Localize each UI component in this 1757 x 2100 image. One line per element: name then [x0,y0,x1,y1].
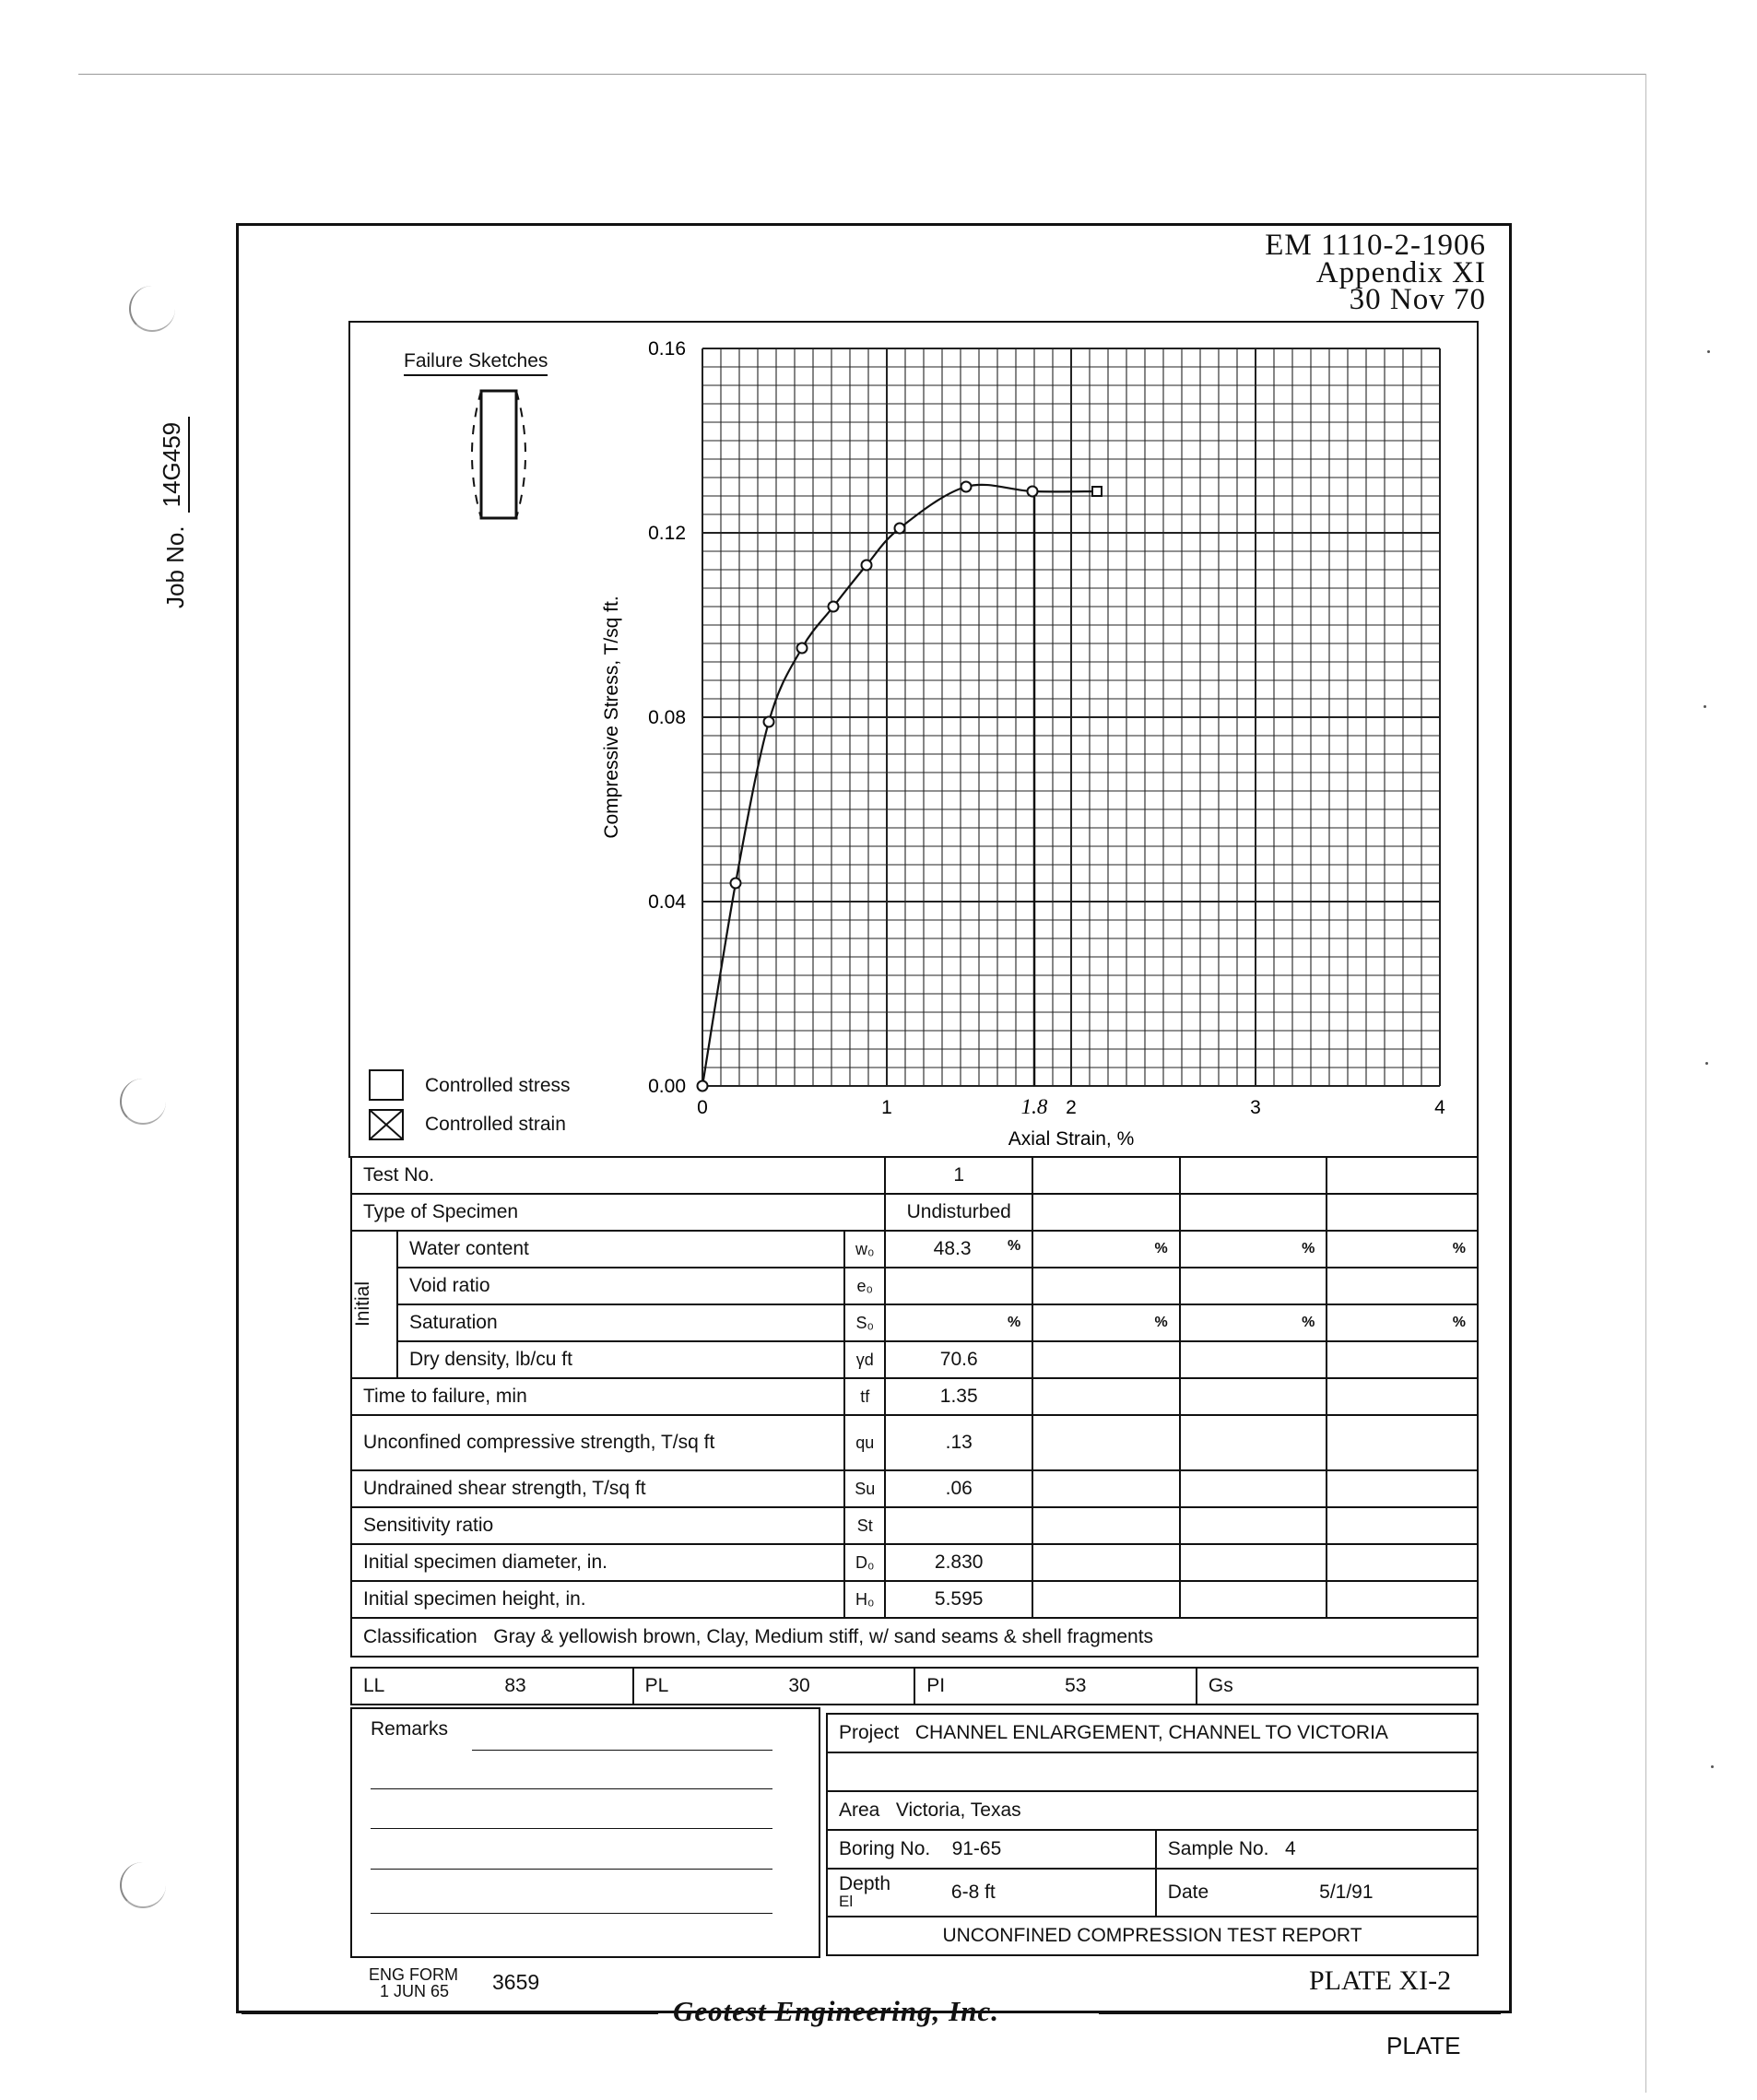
el-label: El [839,1892,854,1910]
row-saturation [351,1304,1478,1341]
y-tick-label: 0.16 [648,338,686,360]
row-label: Dry density, lb/cu ft [397,1341,844,1378]
row-void-ratio [351,1268,1478,1304]
time-to-failure-value: 1.35 [885,1378,1032,1415]
eng-form-date: 1 JUN 65 [380,1982,450,2000]
row-test-no [351,1157,1478,1194]
row-label: Initial specimen height, in. [351,1581,844,1618]
data-point [1028,487,1038,497]
row-symbol: qu [844,1415,885,1470]
initial-group [351,1231,397,1378]
type-label: Type of Specimen [351,1194,885,1231]
row-water-content [351,1231,1478,1268]
job-number-label: Job No. [161,525,189,608]
job-number-value: 14G459 [158,417,190,513]
y-tick-label: 0.04 [648,891,686,913]
failure-strain-annotation: 1.8 [1020,1095,1048,1118]
sensitivity-value [885,1507,1032,1544]
boring-label: Boring No. [839,1838,931,1859]
binder-hole-bottom [120,1862,166,1908]
gs-label: Gs [1208,1675,1233,1696]
x-tick-label: 3 [1250,1097,1261,1118]
initial-label: Initial [352,1281,373,1327]
remarks-line [371,1788,772,1789]
percent-mark: % [1154,1315,1168,1330]
controlled-strain-label: Controlled strain [425,1114,566,1135]
doc-appendix: Appendix XI [1315,256,1486,289]
data-point [797,643,808,654]
project-blank-row [827,1752,1478,1791]
plate-label: PLATE [1386,2032,1461,2059]
area-label: Area [839,1799,880,1821]
row-label: Time to failure, min [351,1378,844,1415]
row-type [351,1194,1478,1231]
ll-value: 83 [504,1675,526,1696]
row-symbol: tf [844,1378,885,1415]
row-symbol: Su [844,1470,885,1507]
controlled-strain-checkbox-checked [369,1109,404,1140]
row-label: Saturation [397,1304,844,1341]
pi-value: 53 [1065,1675,1087,1696]
row-sensitivity [351,1507,1478,1544]
classification-label: Classification [363,1626,478,1647]
test-no-cell [1180,1157,1327,1194]
data-point [731,879,741,889]
date-value: 5/1/91 [1319,1882,1374,1903]
percent-mark: % [1302,1241,1315,1256]
data-point [764,717,774,727]
x-axis-label: Axial Strain, % [1008,1128,1135,1150]
ll-label: LL [363,1675,385,1696]
void-ratio-value [885,1268,1032,1304]
row-symbol: St [844,1507,885,1544]
row-diameter [351,1544,1478,1581]
row-label: Unconfined compressive strength, T/sq ft [351,1415,844,1470]
controlled-stress-label: Controlled stress [425,1075,571,1096]
undrained-shear-value: .06 [885,1470,1032,1507]
failure-sketch [461,385,535,524]
company-rule-left [242,2012,658,2014]
x-tick-label: 0 [697,1097,708,1118]
eng-form-number: 3659 [492,1970,540,1994]
row-symbol: S₀ [844,1304,885,1341]
project-value: CHANNEL ENLARGEMENT, CHANNEL TO VICTORIA [914,1722,1388,1743]
scan-speck [1704,705,1706,708]
row-symbol: γd [844,1341,885,1378]
test-no-cell: 1 [885,1157,1032,1194]
classification-cell [351,1618,1478,1657]
row-time-to-failure [351,1378,1478,1415]
type-cell [1180,1194,1327,1231]
company-rule-right [1099,2012,1501,2014]
dry-density-value: 70.6 [885,1341,1032,1378]
company-name: Geotest Engineering, Inc. [673,1995,999,2027]
row-classification [351,1618,1478,1657]
row-label: Initial specimen diameter, in. [351,1544,844,1581]
pl-value: 30 [788,1675,810,1696]
height-value: 5.595 [885,1581,1032,1618]
row-label: Water content [397,1231,844,1268]
data-point [829,602,839,612]
percent-mark: % [1452,1241,1466,1256]
row-label: Void ratio [397,1268,844,1304]
percent-mark: % [1007,1315,1021,1330]
sample-value: 4 [1285,1838,1296,1859]
remarks-box [350,1707,820,1958]
project-table [826,1713,1479,1956]
unconfined-strength-value: .13 [885,1415,1032,1470]
remarks-line [371,1913,772,1914]
row-symbol: D₀ [844,1544,885,1581]
scan-speck [1705,1062,1708,1065]
row-unconfined-strength [351,1415,1478,1470]
type-cell [1327,1194,1478,1231]
scan-speck [1707,350,1710,353]
x-tick-label: 1 [881,1097,892,1118]
plate-number: PLATE XI-2 [1309,1965,1452,1996]
test-no-cell [1032,1157,1180,1194]
x-tick-label: 2 [1066,1097,1077,1118]
data-point [1092,487,1102,496]
remarks-line [371,1869,772,1870]
percent-mark: % [1154,1241,1168,1256]
type-cell [1032,1194,1180,1231]
data-point [961,482,972,492]
row-symbol: w₀ [844,1231,885,1268]
boring-value: 91-65 [951,1838,1002,1859]
y-tick-label: 0.12 [648,523,686,544]
diameter-value: 2.830 [885,1544,1032,1581]
pi-label: PI [926,1675,946,1696]
controlled-stress-checkbox [369,1069,404,1101]
doc-number: EM 1110-2-1906 [1265,229,1486,262]
row-label: Undrained shear strength, T/sq ft [351,1470,844,1507]
depth-value: 6-8 ft [950,1882,996,1903]
sample-label: Sample No. [1167,1838,1269,1859]
data-point [698,1081,708,1091]
area-value: Victoria, Texas [895,1799,1021,1821]
pl-label: PL [644,1675,669,1696]
y-tick-label: 0.08 [648,707,686,728]
depth-label: Depth [839,1872,891,1894]
classification-value: Gray & yellowish brown, Clay, Medium stiff, w/ sand seams & shell fragments [493,1626,1154,1647]
test-no-label: Test No. [351,1157,885,1194]
data-point [862,560,872,571]
row-symbol: e₀ [844,1268,885,1304]
data-point [895,524,905,534]
water-content-value: 48.3 [933,1238,972,1259]
row-undrained-shear [351,1470,1478,1507]
type-cell: Undisturbed [885,1194,1032,1231]
row-label: Sensitivity ratio [351,1507,844,1544]
remarks-line [472,1750,772,1751]
scan-speck [1711,1765,1714,1768]
doc-date: 30 Nov 70 [1349,283,1486,316]
row-dry-density [351,1341,1478,1378]
percent-mark: % [1007,1238,1021,1254]
x-tick-label: 4 [1434,1097,1445,1118]
percent-mark: % [1452,1315,1466,1330]
project-label: Project [839,1722,900,1743]
row-symbol: H₀ [844,1581,885,1618]
y-axis-label: Compressive Stress, T/sq ft. [601,596,622,839]
percent-mark: % [1302,1315,1315,1330]
eng-form-label: ENG FORM [369,1965,458,1984]
remarks-label: Remarks [371,1718,449,1740]
remarks-line [371,1828,772,1829]
y-tick-label: 0.00 [648,1076,686,1097]
row-height [351,1581,1478,1618]
atterberg-limits-table [350,1667,1479,1705]
date-label: Date [1167,1882,1209,1903]
eng-form [369,1966,458,2000]
test-no-cell [1327,1157,1478,1194]
test-data-table [350,1156,1479,1658]
report-title: UNCONFINED COMPRESSION TEST REPORT [827,1917,1478,1955]
stress-strain-curve [702,485,1097,1086]
failure-sketches-title: Failure Sketches [404,350,548,376]
